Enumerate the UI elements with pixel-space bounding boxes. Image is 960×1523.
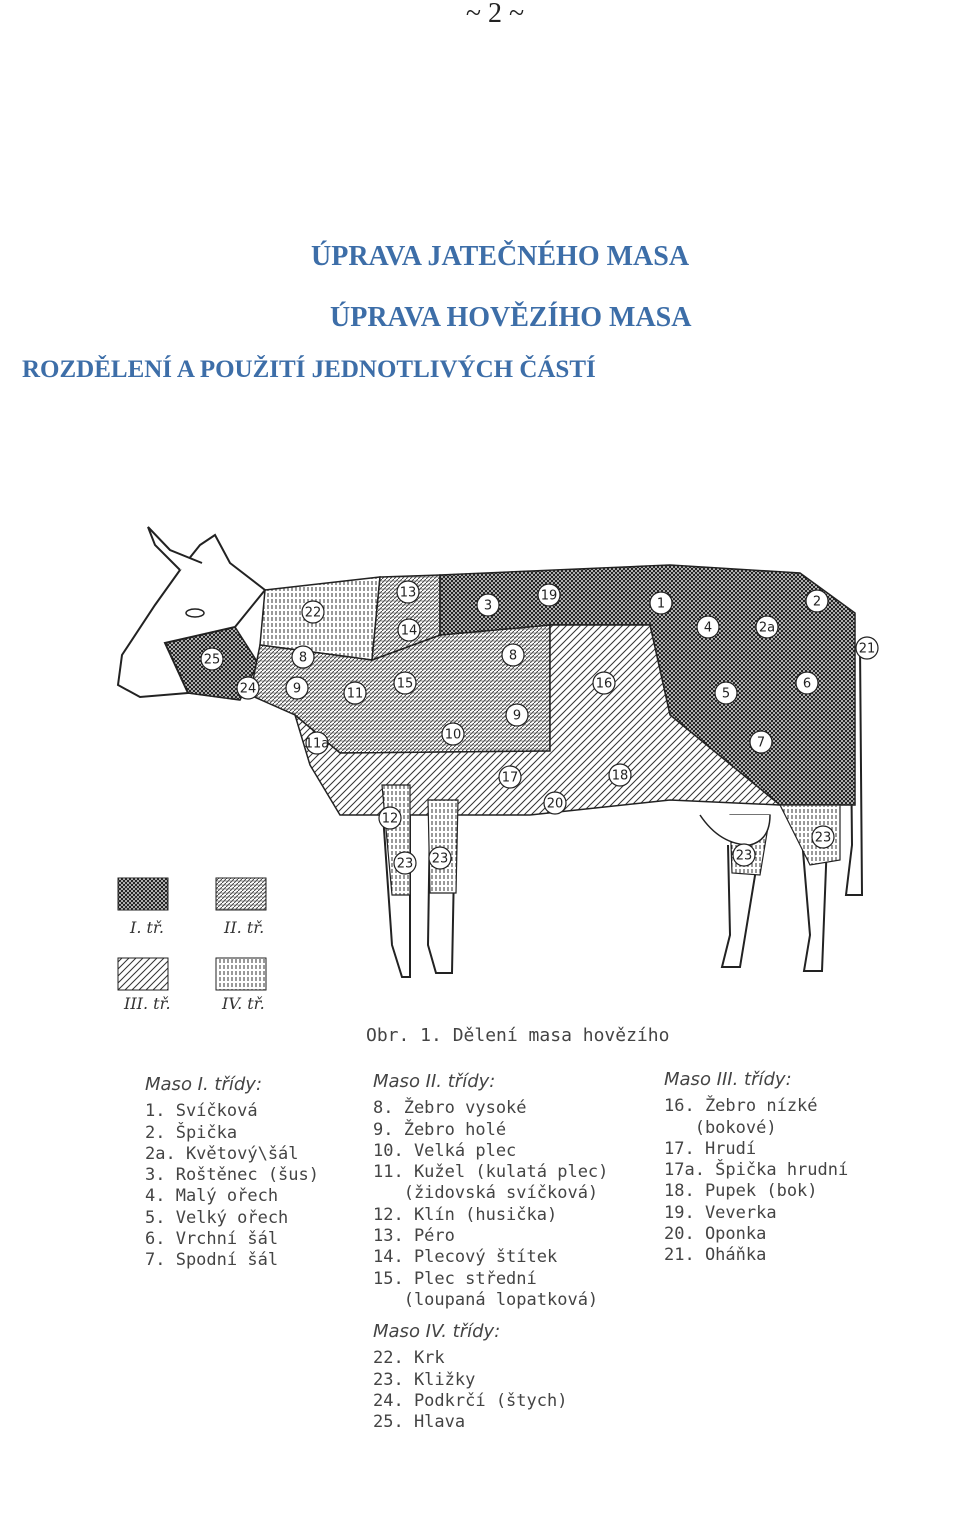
region-number-12: 12 bbox=[381, 811, 399, 827]
region-number-23: 23 bbox=[735, 848, 753, 864]
list-item: 11. Kužel (kulatá plec) bbox=[373, 1162, 609, 1183]
region-number-4: 4 bbox=[703, 620, 713, 636]
list-item: 12. Klín (husička) bbox=[373, 1204, 558, 1225]
list-item: 24. Podkrčí (štych) bbox=[373, 1390, 568, 1411]
list-item: (židovská svíčková) bbox=[373, 1183, 599, 1204]
list-item: 7. Spodní šál bbox=[145, 1250, 279, 1271]
list-item: 23. Kližky bbox=[373, 1369, 476, 1390]
list-item: 19. Veverka bbox=[664, 1202, 777, 1223]
list-item: 3. Roštěnec (šus) bbox=[145, 1165, 319, 1186]
region-number-1: 1 bbox=[656, 596, 666, 612]
region-number-5: 5 bbox=[721, 686, 731, 702]
main-heading: ÚPRAVA JATEČNÉHO MASA bbox=[311, 241, 690, 272]
list-item: 14. Plecový štítek bbox=[373, 1247, 558, 1268]
region-number-11: 11 bbox=[346, 686, 364, 702]
region-number-9: 9 bbox=[512, 708, 522, 724]
region-number-6: 6 bbox=[802, 676, 812, 692]
legend-label-class-ii: II. tř. bbox=[224, 918, 265, 937]
region-number-23: 23 bbox=[396, 856, 414, 872]
region-number-13: 13 bbox=[399, 585, 417, 601]
list-item: 22. Krk bbox=[373, 1348, 445, 1369]
list-item: 2a. Květový\šál bbox=[145, 1143, 299, 1164]
region-number-8: 8 bbox=[298, 650, 308, 666]
region-number-16: 16 bbox=[595, 676, 613, 692]
region-number-25: 25 bbox=[203, 652, 221, 668]
region-number-24: 24 bbox=[239, 681, 257, 697]
region-number-20: 20 bbox=[546, 796, 564, 812]
region-number-2: 2 bbox=[812, 594, 822, 610]
region-number-14: 14 bbox=[400, 623, 418, 639]
region-number-23: 23 bbox=[814, 830, 832, 846]
legend-swatch-class-i bbox=[118, 878, 168, 910]
region-number-9: 9 bbox=[292, 681, 302, 697]
region-number-15: 15 bbox=[396, 676, 414, 692]
region-number-23: 23 bbox=[431, 851, 449, 867]
list-item: 15. Plec střední bbox=[373, 1268, 537, 1289]
class-iv-title: Maso IV. třídy: bbox=[373, 1321, 501, 1342]
udder bbox=[700, 815, 770, 845]
section-heading: ROZDĚLENÍ A POUŽITÍ JEDNOTLIVÝCH ČÁSTÍ bbox=[22, 356, 596, 383]
list-item: 9. Žebro holé bbox=[373, 1119, 507, 1140]
region-number-8: 8 bbox=[508, 648, 518, 664]
class-ii-title: Maso II. třídy: bbox=[373, 1071, 496, 1092]
region-number-21: 21 bbox=[858, 641, 876, 657]
figure-caption: Obr. 1. Dělení masa hovězího bbox=[366, 1025, 670, 1046]
list-item: 17. Hrudí bbox=[664, 1138, 757, 1159]
region-number-17: 17 bbox=[501, 770, 519, 786]
list-item: 4. Malý ořech bbox=[145, 1186, 279, 1207]
horn bbox=[148, 527, 202, 570]
region-number-10: 10 bbox=[444, 727, 462, 743]
list-item: 1. Svíčková bbox=[145, 1101, 258, 1122]
region-number-2a: 2a bbox=[758, 620, 776, 636]
list-item: 5. Velký ořech bbox=[145, 1207, 289, 1228]
region-number-11a: 11a bbox=[304, 736, 330, 752]
legend-swatch-class-iii bbox=[118, 958, 168, 990]
region-number-18: 18 bbox=[611, 768, 629, 784]
legend-label-class-i: I. tř. bbox=[130, 918, 164, 937]
list-item: 2. Špička bbox=[145, 1122, 238, 1143]
class-ii-list bbox=[373, 1071, 608, 1311]
list-item: 20. Oponka bbox=[664, 1224, 767, 1245]
class-i-list bbox=[145, 1074, 319, 1272]
list-item: 16. Žebro nízké bbox=[664, 1096, 818, 1117]
legend-label-class-iv: IV. tř. bbox=[222, 994, 265, 1013]
legend-label-class-iii: III. tř. bbox=[124, 994, 171, 1013]
region-number-19: 19 bbox=[540, 588, 558, 604]
list-item: 25. Hlava bbox=[373, 1412, 466, 1433]
sub-heading: ÚPRAVA HOVĚZÍHO MASA bbox=[330, 302, 692, 333]
list-item: (loupaná lopatková) bbox=[373, 1289, 599, 1310]
region-number-22: 22 bbox=[304, 605, 322, 621]
list-item: 13. Péro bbox=[373, 1226, 455, 1247]
region-class-iv-legs-front2 bbox=[428, 800, 458, 893]
list-item: 6. Vrchní šál bbox=[145, 1229, 279, 1250]
legend-swatch-class-iv bbox=[216, 958, 266, 990]
list-item: 17a. Špička hrudní bbox=[664, 1160, 849, 1181]
class-iii-list bbox=[664, 1069, 848, 1267]
list-item: (bokové) bbox=[664, 1117, 777, 1138]
cow-eye bbox=[186, 609, 204, 617]
class-i-title: Maso I. třídy: bbox=[145, 1074, 263, 1095]
beef-cuts-diagram bbox=[110, 515, 890, 1020]
list-item: 8. Žebro vysoké bbox=[373, 1098, 527, 1119]
page-number: ~ 2 ~ bbox=[465, 0, 525, 29]
legend bbox=[118, 878, 266, 1013]
list-item: 18. Pupek (bok) bbox=[664, 1181, 818, 1202]
class-iii-title: Maso III. třídy: bbox=[664, 1069, 792, 1090]
list-item: 10. Velká plec bbox=[373, 1140, 517, 1161]
region-number-3: 3 bbox=[483, 598, 493, 614]
list-item: 21. Oháňka bbox=[664, 1245, 767, 1266]
legend-swatch-class-ii bbox=[216, 878, 266, 910]
region-number-7: 7 bbox=[756, 735, 766, 751]
class-iv-list bbox=[373, 1321, 567, 1433]
